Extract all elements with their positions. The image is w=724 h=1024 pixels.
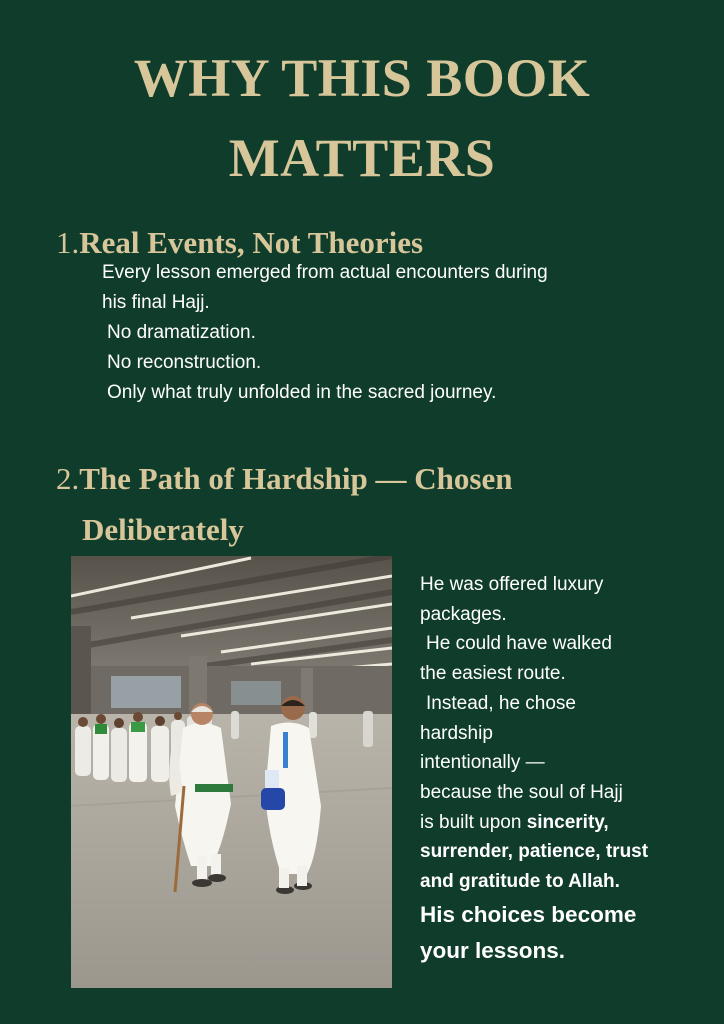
section-2-emphasis-line-1: His choices become [420, 901, 637, 927]
section-2-heading-line-1: The Path of Hardship — Chosen [79, 461, 513, 496]
hajj-pilgrims-photo [71, 556, 392, 988]
section-2-heading-line-2: Deliberately [82, 512, 244, 547]
section-2-line-9-text: is built upon [420, 811, 527, 833]
page-title [0, 38, 724, 198]
section-1-body [102, 258, 548, 408]
section-1-line-5: Only what truly unfolded in the sacred journey. [107, 382, 497, 403]
section-1-line-3: No dramatization. [107, 322, 256, 343]
section-2-line-7: intentionally — [420, 752, 545, 774]
section-2-bold-inline: sincerity, [526, 811, 609, 833]
section-2-line-9 [420, 808, 710, 838]
section-2-line-3: He could have walked [426, 633, 612, 655]
section-2-line-1: He was offered luxury [420, 574, 604, 595]
section-1-heading-text: Real Events, Not Theories [79, 225, 424, 260]
section-2-number: 2. [56, 461, 80, 496]
section-2-heading [56, 458, 512, 551]
section-2-line-6: hardship [420, 722, 493, 744]
page-title-line-2: MATTERS [228, 128, 496, 188]
page-title-line-1: WHY THIS BOOK [133, 48, 591, 108]
section-1-line-4: No reconstruction. [107, 352, 262, 373]
section-2-line-5: Instead, he chose [426, 692, 576, 714]
section-2-line-4: the easiest route. [420, 663, 566, 685]
section-2-line-8: because the soul of Hajj [420, 781, 623, 803]
section-2-line-2: packages. [420, 603, 507, 625]
section-2-bold-line-1: surrender, patience, trust [420, 841, 649, 863]
section-2-body [420, 570, 710, 969]
section-1-number: 1. [56, 225, 80, 260]
section-1-line-2: his final Hajj. [102, 292, 210, 313]
section-2-bold-line-2: and gratitude to Allah. [420, 871, 620, 893]
section-1-line-1: Every lesson emerged from actual encounters during [102, 262, 548, 283]
section-2-emphasis-line-2: your lessons. [420, 937, 566, 963]
